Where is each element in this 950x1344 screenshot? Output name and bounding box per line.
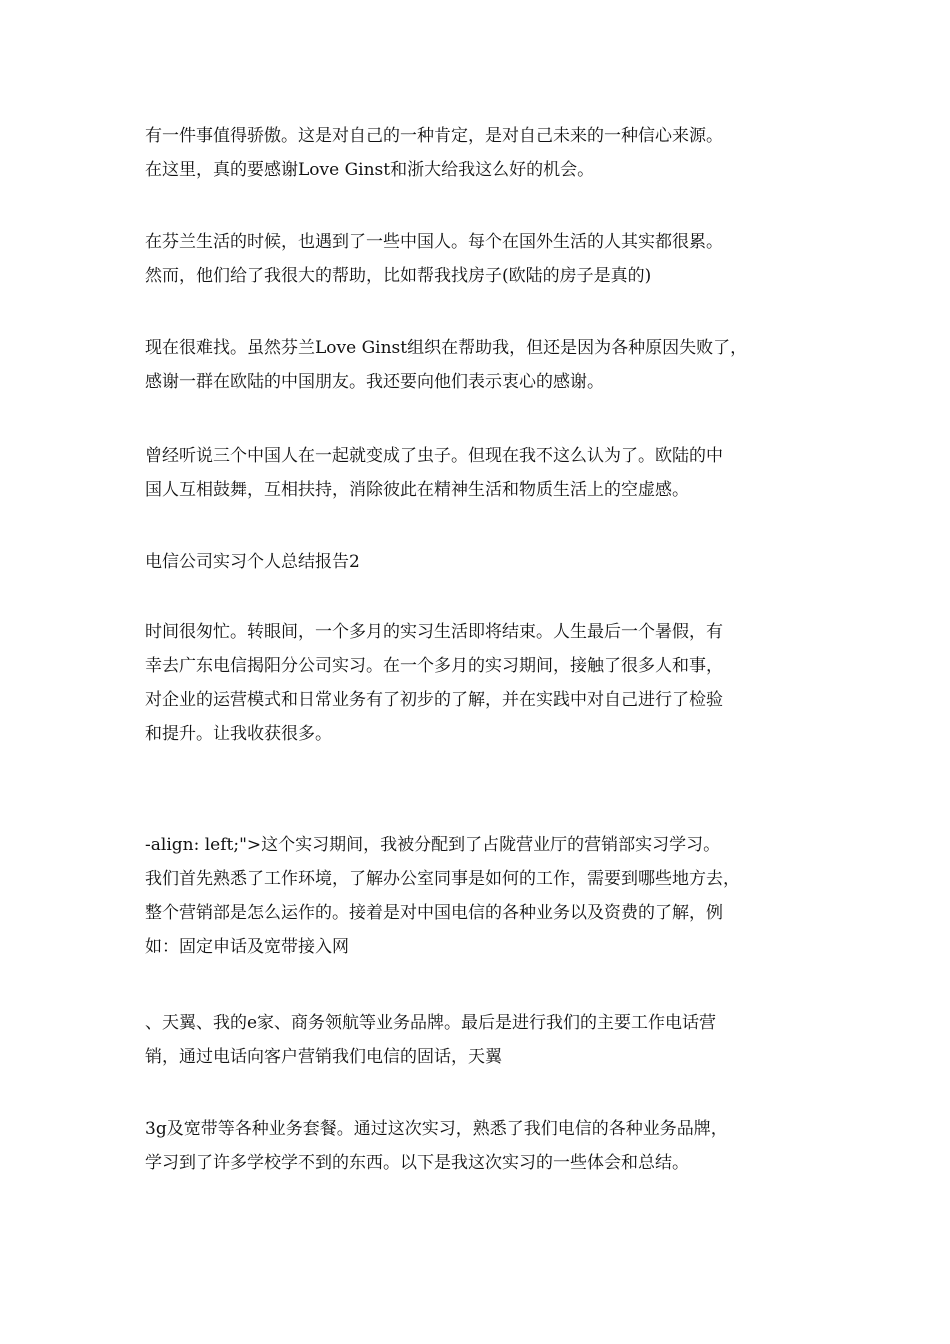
text-line: 在这里，真的要感谢Love Ginst和浙大给我这么好的机会。 [145, 160, 595, 180]
text-line: 国人互相鼓舞，互相扶持，消除彼此在精神生活和物质生活上的空虚感。 [145, 480, 689, 500]
text-line: 3g及宽带等各种业务套餐。通过这次实习，熟悉了我们电信的各种业务品牌， [145, 1119, 728, 1139]
paragraph-2 [145, 225, 835, 293]
text-line: 有一件事值得骄傲。这是对自己的一种肯定，是对自己未来的一种信心来源。 [145, 126, 723, 146]
text-line: 、天翼、我的e家、商务领航等业务品牌。最后是进行我们的主要工作电话营 [145, 1013, 717, 1033]
text-line: 和提升。让我收获很多。 [145, 724, 332, 744]
text-line: 曾经听说三个中国人在一起就变成了虫子。但现在我不这么认为了。欧陆的中 [145, 446, 723, 466]
paragraph-4 [145, 439, 835, 507]
text-line: 学习到了许多学校学不到的东西。以下是我这次实习的一些体会和总结。 [145, 1153, 689, 1173]
text-line: 在芬兰生活的时候，也遇到了一些中国人。每个在国外生活的人其实都很累。 [145, 232, 723, 252]
text-line: 然而，他们给了我很大的帮助，比如帮我找房子(欧陆的房子是真的) [145, 266, 652, 286]
text-line: 销，通过电话向客户营销我们电信的固话，天翼 [145, 1047, 502, 1067]
text-line: 如：固定申话及宽带接入网 [145, 937, 349, 957]
text-line: 幸去广东电信揭阳分公司实习。在一个多月的实习期间，接触了很多人和事， [145, 656, 723, 676]
text-line: 感谢一群在欧陆的中国朋友。我还要向他们表示衷心的感谢。 [145, 372, 604, 392]
text-line: 对企业的运营模式和日常业务有了初步的了解，并在实践中对自己进行了检验 [145, 690, 723, 710]
section-heading [145, 545, 835, 579]
heading-text: 电信公司实习个人总结报告2 [145, 552, 360, 572]
paragraph-6 [145, 828, 835, 964]
text-line: 整个营销部是怎么运作的。接着是对中国电信的各种业务以及资费的了解，例 [145, 903, 723, 923]
text-line: 时间很匆忙。转眼间，一个多月的实习生活即将结束。人生最后一个暑假，有 [145, 622, 723, 642]
paragraph-5 [145, 615, 835, 751]
text-line: 我们首先熟悉了工作环境，了解办公室同事是如何的工作，需要到哪些地方去， [145, 869, 740, 889]
paragraph-7 [145, 1006, 835, 1074]
text-line: 现在很难找。虽然芬兰Love Ginst组织在帮助我，但还是因为各种原因失败了， [145, 338, 748, 358]
paragraph-8 [145, 1112, 835, 1180]
paragraph-1 [145, 119, 835, 187]
paragraph-3 [145, 331, 835, 399]
text-line: -align: left;">这个实习期间，我被分配到了占陇营业厅的营销部实习学习。 [145, 835, 721, 855]
